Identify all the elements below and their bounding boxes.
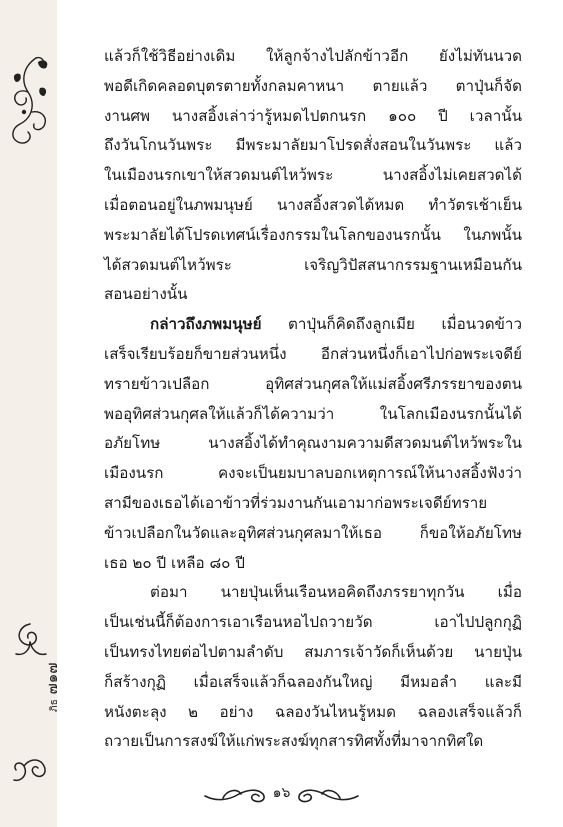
text-line: เป็นเช่นนี้ก็ต้องการเอาเรือนหอไปถวายวัด เอาไปปลูกกุฏิ — [104, 613, 522, 632]
text-line: พอดีเกิดคลอดบุตรตายทั้งกลมคาหนา ตายแล้ว ตาปุ่นก็จัด — [104, 76, 522, 95]
text-line: เมื่อตอนอยู่ในภพมนุษย์ นางสอิ้งสวดได้หมด ทำวัตรเช้าเย็น — [104, 195, 522, 214]
text-line: ในเมืองนรกเขาให้สวดมนต์ไหว้พระ นางสอิ้งไม่เคยสวดได้ — [104, 166, 522, 185]
text-line: สามีของเธอได้เอาข้าวที่ร่วมงานกันเอามาก่อพระเจดีย์ทราย — [104, 493, 488, 512]
text-line: เธอ ๒๐ ปี เหลือ ๘๐ ปี — [104, 553, 245, 572]
text-line: ถวายเป็นการสงฆ์ให้แก่พระสงฆ์ทุกสารทิศทั้งที่มาจากทิศใด — [104, 732, 484, 751]
text-line: ได้สวดมนต์ไหว้พระ เจริญวิปัสสนากรรมฐานเหมือนกัน — [104, 255, 522, 274]
text-line: ก็สร้างกุฏิ เมื่อเสร็จแล้วก็ฉลองกันใหญ่ มีหมอลำ และมี — [104, 672, 522, 691]
page-footer — [0, 778, 563, 808]
paragraph — [104, 310, 522, 578]
text-line: งานศพ นางสอิ้งเล่าว่ารู้หมดไปตกนรก ๑๐๐ ปี เวลานั้น — [104, 106, 522, 125]
body-text — [104, 42, 522, 757]
side-page-label — [40, 662, 64, 712]
text-line: หนังตะลุง ๒ อย่าง ฉลองวันไหนรู้หมด ฉลองเสร็จแล้วก็ — [104, 702, 522, 721]
swirl-ornament-icon — [203, 782, 267, 804]
section-heading: กล่าวถึงภพมนุษย์ — [150, 315, 262, 334]
scroll-ornament-icon — [8, 620, 52, 660]
text-line: อภัยโทษ นางสอิ้งได้ทำคุณงามความดีสวดมนต์ไหว้พระใน — [104, 434, 522, 453]
text-run: ตาปุ่นก็คิดถึงลูกเมีย เมื่อนวดข้าว — [261, 315, 522, 334]
paragraph — [104, 42, 522, 310]
text-line: พระมาลัยได้โปรดเทศน์เรื่องกรรมในโลกของนรกนั้น ในภพนั้น — [104, 225, 522, 244]
text-line: แล้วก็ใช้วิธีอย่างเดิม ให้ลูกจ้างไปลักข้าวอีก ยังไม่ทันนวด — [104, 47, 522, 65]
text-line: ข้าวเปลือกในวัดและอุทิศส่วนกุศลมาให้เธอ ก็ขอให้อภัยโทษ — [104, 523, 522, 542]
text-line — [104, 310, 522, 340]
text-line: เมืองนรก คงจะเป็นยมบาลบอกเหตุการณ์ให้นางสอิ้งฟังว่า — [104, 464, 522, 483]
text-line: ถึงวันโกนวันพระ มีพระมาลัยมาโปรดสั่งสอนในวันพระ แล้ว — [104, 136, 522, 155]
page-number: ๑๖ — [272, 785, 291, 801]
text-line: ทรายข้าวเปลือก อุทิศส่วนกุศลให้แม่สอิ้งศรีภรรยาของตน — [104, 374, 522, 393]
swirl-ornament-icon — [296, 782, 360, 804]
text-line: สอนอย่างนั้น — [104, 285, 188, 304]
side-label-number: ๗๑๗ — [43, 662, 61, 695]
side-label-prefix: ภิธ — [49, 699, 60, 712]
text-line: ต่อมา นายปุ่นเห็นเรือนหอคิดถึงภรรยาทุกวัน เมื่อ — [150, 583, 522, 602]
text-line: พออุทิศส่วนกุศลให้แล้วก็ได้ความว่า ในโลกเมืองนรกนั้นได้ — [104, 404, 522, 423]
text-line: เสร็จเรียบร้อยก็ขายส่วนหนึ่ง อีกส่วนหนึ่งก็เอาไปก่อพระเจดีย์ — [104, 344, 522, 363]
flourish-ornament-icon — [6, 52, 52, 148]
paragraph — [104, 578, 522, 757]
text-line: เป็นทรงไทยต่อไปตามลำดับ สมภารเจ้าวัดก็เห็นด้วย นายปุ่น — [104, 642, 522, 661]
